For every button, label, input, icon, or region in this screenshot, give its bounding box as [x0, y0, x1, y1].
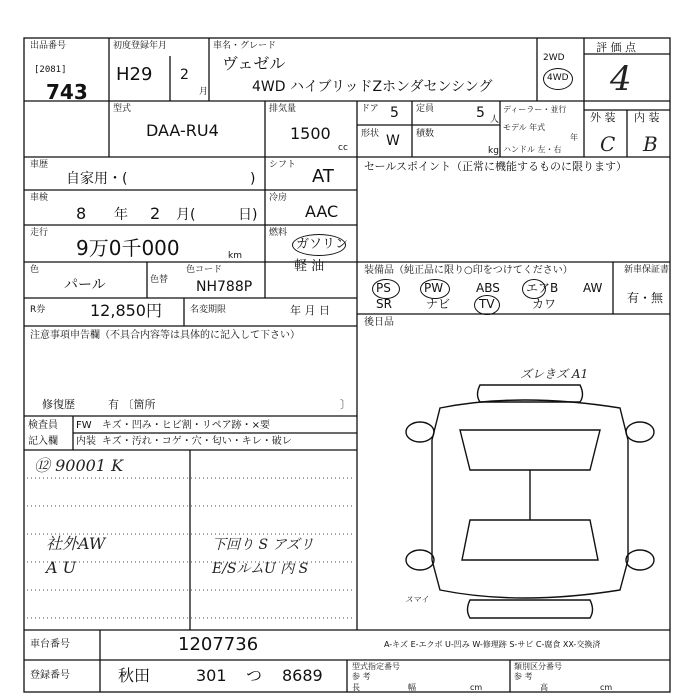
color-label: 色 [30, 265, 40, 275]
capacity-label: 定員 [416, 104, 435, 114]
shift-label: シフト [269, 160, 297, 170]
inspection-year-suffix: 年 [114, 207, 128, 223]
capacity-unit: 人 [490, 115, 500, 125]
equipment-label: 装備品（純正品に限り○印をつけてください） [364, 265, 573, 276]
check-row1-prefix: FW [76, 420, 92, 431]
chassis-label: 車台番号 [30, 639, 70, 650]
inspection-day-suffix: 日) [238, 207, 258, 223]
shape-value: W [386, 133, 400, 149]
equipment-navi: ナビ [426, 297, 451, 311]
shape-label: 形状 [361, 129, 380, 139]
hand-note-au: A U [46, 558, 77, 577]
type-spec-ref: 参 考 [352, 672, 371, 681]
reg-kana: つ [246, 666, 263, 685]
drive-4wd: 4WD [547, 73, 569, 83]
doors-value: 5 [390, 105, 399, 121]
name-change-label: 名変期限 [190, 305, 227, 315]
first-reg-month: 2 [180, 67, 189, 83]
new-warranty-value: 有・無 [627, 291, 664, 305]
reg-label: 登録番号 [30, 670, 70, 681]
score-label: 評 価 点 [596, 41, 636, 54]
interior-label: 内 装 [634, 111, 660, 124]
history-close-paren: ) [250, 171, 256, 187]
lot-number: 743 [46, 80, 88, 104]
long-label: 長 [352, 683, 360, 692]
entry-label: 記入欄 [28, 436, 58, 447]
model-value: DAA-RU4 [146, 121, 219, 140]
damage-legend: A-キズ E-エクボ U-凹み W-修理跡 S-サビ C-腐食 XX-交換済 [384, 640, 601, 649]
inspection-month: 2 [150, 204, 161, 223]
reg-number: 8689 [282, 666, 323, 685]
displacement-value: 1500 [290, 124, 331, 143]
equipment-ps: PS [376, 281, 391, 295]
exterior-value: C [600, 132, 616, 156]
inspector-label: 検査員 [28, 420, 58, 431]
car-diagram [406, 385, 654, 618]
km-label: km [228, 251, 242, 261]
check-row2-prefix: 内装 [76, 436, 96, 447]
chassis-value: 1207736 [178, 634, 259, 655]
doors-label: ドア [361, 104, 379, 114]
reg-area: 秋田 [118, 666, 151, 685]
handle-label: ハンドル 左・右 [503, 145, 562, 154]
model-label: 型式 [113, 104, 132, 114]
check-row2: キズ・汚れ・コゲ・穴・匂い・キレ・破レ [102, 436, 292, 447]
shift-value: AT [312, 166, 334, 187]
color-value: パール [64, 277, 106, 293]
dealer-label: ディーラー・並行 [503, 105, 567, 114]
year-suffix: 年 [570, 133, 578, 142]
color-code-value: NH788P [196, 279, 253, 295]
history-label: 車歴 [30, 160, 49, 170]
cm-label-2: cm [600, 683, 613, 692]
ac-value: AAC [305, 202, 339, 221]
recycle-label: R券 [30, 305, 46, 315]
drive-2wd: 2WD [543, 53, 565, 63]
category-label: 類別区分番号 [514, 662, 562, 671]
equipment-aw: AW [583, 281, 603, 295]
mileage-label: 走行 [30, 228, 49, 238]
month-suffix: 月 [199, 87, 209, 97]
diagram-label-smile: スマイ [405, 595, 429, 604]
history-value: 自家用・( [66, 171, 128, 187]
check-row1: キズ・凹み・ヒビ割・リペア跡・×要 [102, 420, 270, 431]
fuel-diesel: 軽 油 [294, 259, 325, 274]
score-value: 4 [610, 59, 632, 99]
repair-label: 修復歴 [42, 398, 75, 411]
hand-note-room: E/SルムU 内 S [212, 561, 309, 577]
lot-sub: [2081] [34, 65, 67, 75]
hand-note-underbody: 下回り S アズリ [212, 537, 314, 553]
load-label: 積数 [416, 129, 435, 139]
fuel-gasoline: ガソリン [296, 237, 349, 252]
interior-value: B [643, 132, 658, 156]
equipment-abs: ABS [476, 281, 500, 295]
mileage-value: 9万0千000 [76, 236, 180, 260]
category-ref: 参 考 [514, 672, 533, 681]
exterior-label: 外 装 [590, 111, 616, 124]
equipment-tv: TV [479, 297, 495, 311]
car-name-label: 車名・グレード [213, 41, 277, 51]
cc-label: cc [338, 143, 348, 153]
sales-point-label: セールスポイント（正常に機能するものに限ります） [364, 160, 628, 173]
inspection-label: 車検 [30, 193, 49, 203]
ymd-label: 年 月 日 [290, 304, 330, 317]
first-reg-label: 初度登録年月 [113, 41, 168, 51]
equipment-airbag: エアB [526, 281, 559, 295]
type-spec-label: 型式指定番号 [352, 662, 400, 671]
equipment-leather: カワ [532, 297, 557, 311]
hand-note-mileage: ⑫ 90001 K [34, 456, 124, 475]
equipment-sr: SR [376, 297, 392, 311]
fuel-label: 燃料 [269, 228, 288, 238]
diagram-note: ズレきズ A1 [520, 367, 589, 381]
wide-label: 幅 [408, 683, 416, 692]
inspection-year: 8 [76, 204, 87, 223]
equipment-pw: PW [424, 281, 444, 295]
ac-label: 冷房 [269, 193, 288, 203]
inspection-month-suffix: 月( [176, 207, 196, 223]
high-label: 高 [540, 683, 548, 692]
hand-note-aw: 社外AW [46, 534, 106, 553]
capacity-value: 5 [476, 105, 485, 121]
lot-label: 出品番号 [30, 41, 67, 51]
displacement-label: 排気量 [269, 104, 297, 114]
car-name: ヴェゼル [222, 54, 286, 73]
color-code-label: 色コード [186, 265, 223, 275]
repair-close-bracket: 〕 [340, 398, 351, 411]
recycle-value: 12,850円 [90, 301, 162, 320]
new-warranty-label: 新車保証書 [624, 265, 670, 275]
grade: 4WD ハイブリッドZホンダセンシング [252, 79, 493, 95]
cm-label-1: cm [470, 683, 483, 692]
notes-label: 注意事項申告欄（不具合内容等は具体的に記入して下さい） [30, 330, 300, 341]
kg-label: kg [488, 146, 499, 156]
reg-class: 301 [196, 666, 227, 685]
model-year-label: モデル 年式 [503, 123, 546, 132]
first-reg-year: H29 [116, 64, 153, 85]
color-change-label: 色替 [150, 275, 169, 285]
repair-value: 有 〔箇所 [108, 398, 156, 411]
rear-seat-label: 後日品 [364, 317, 394, 328]
